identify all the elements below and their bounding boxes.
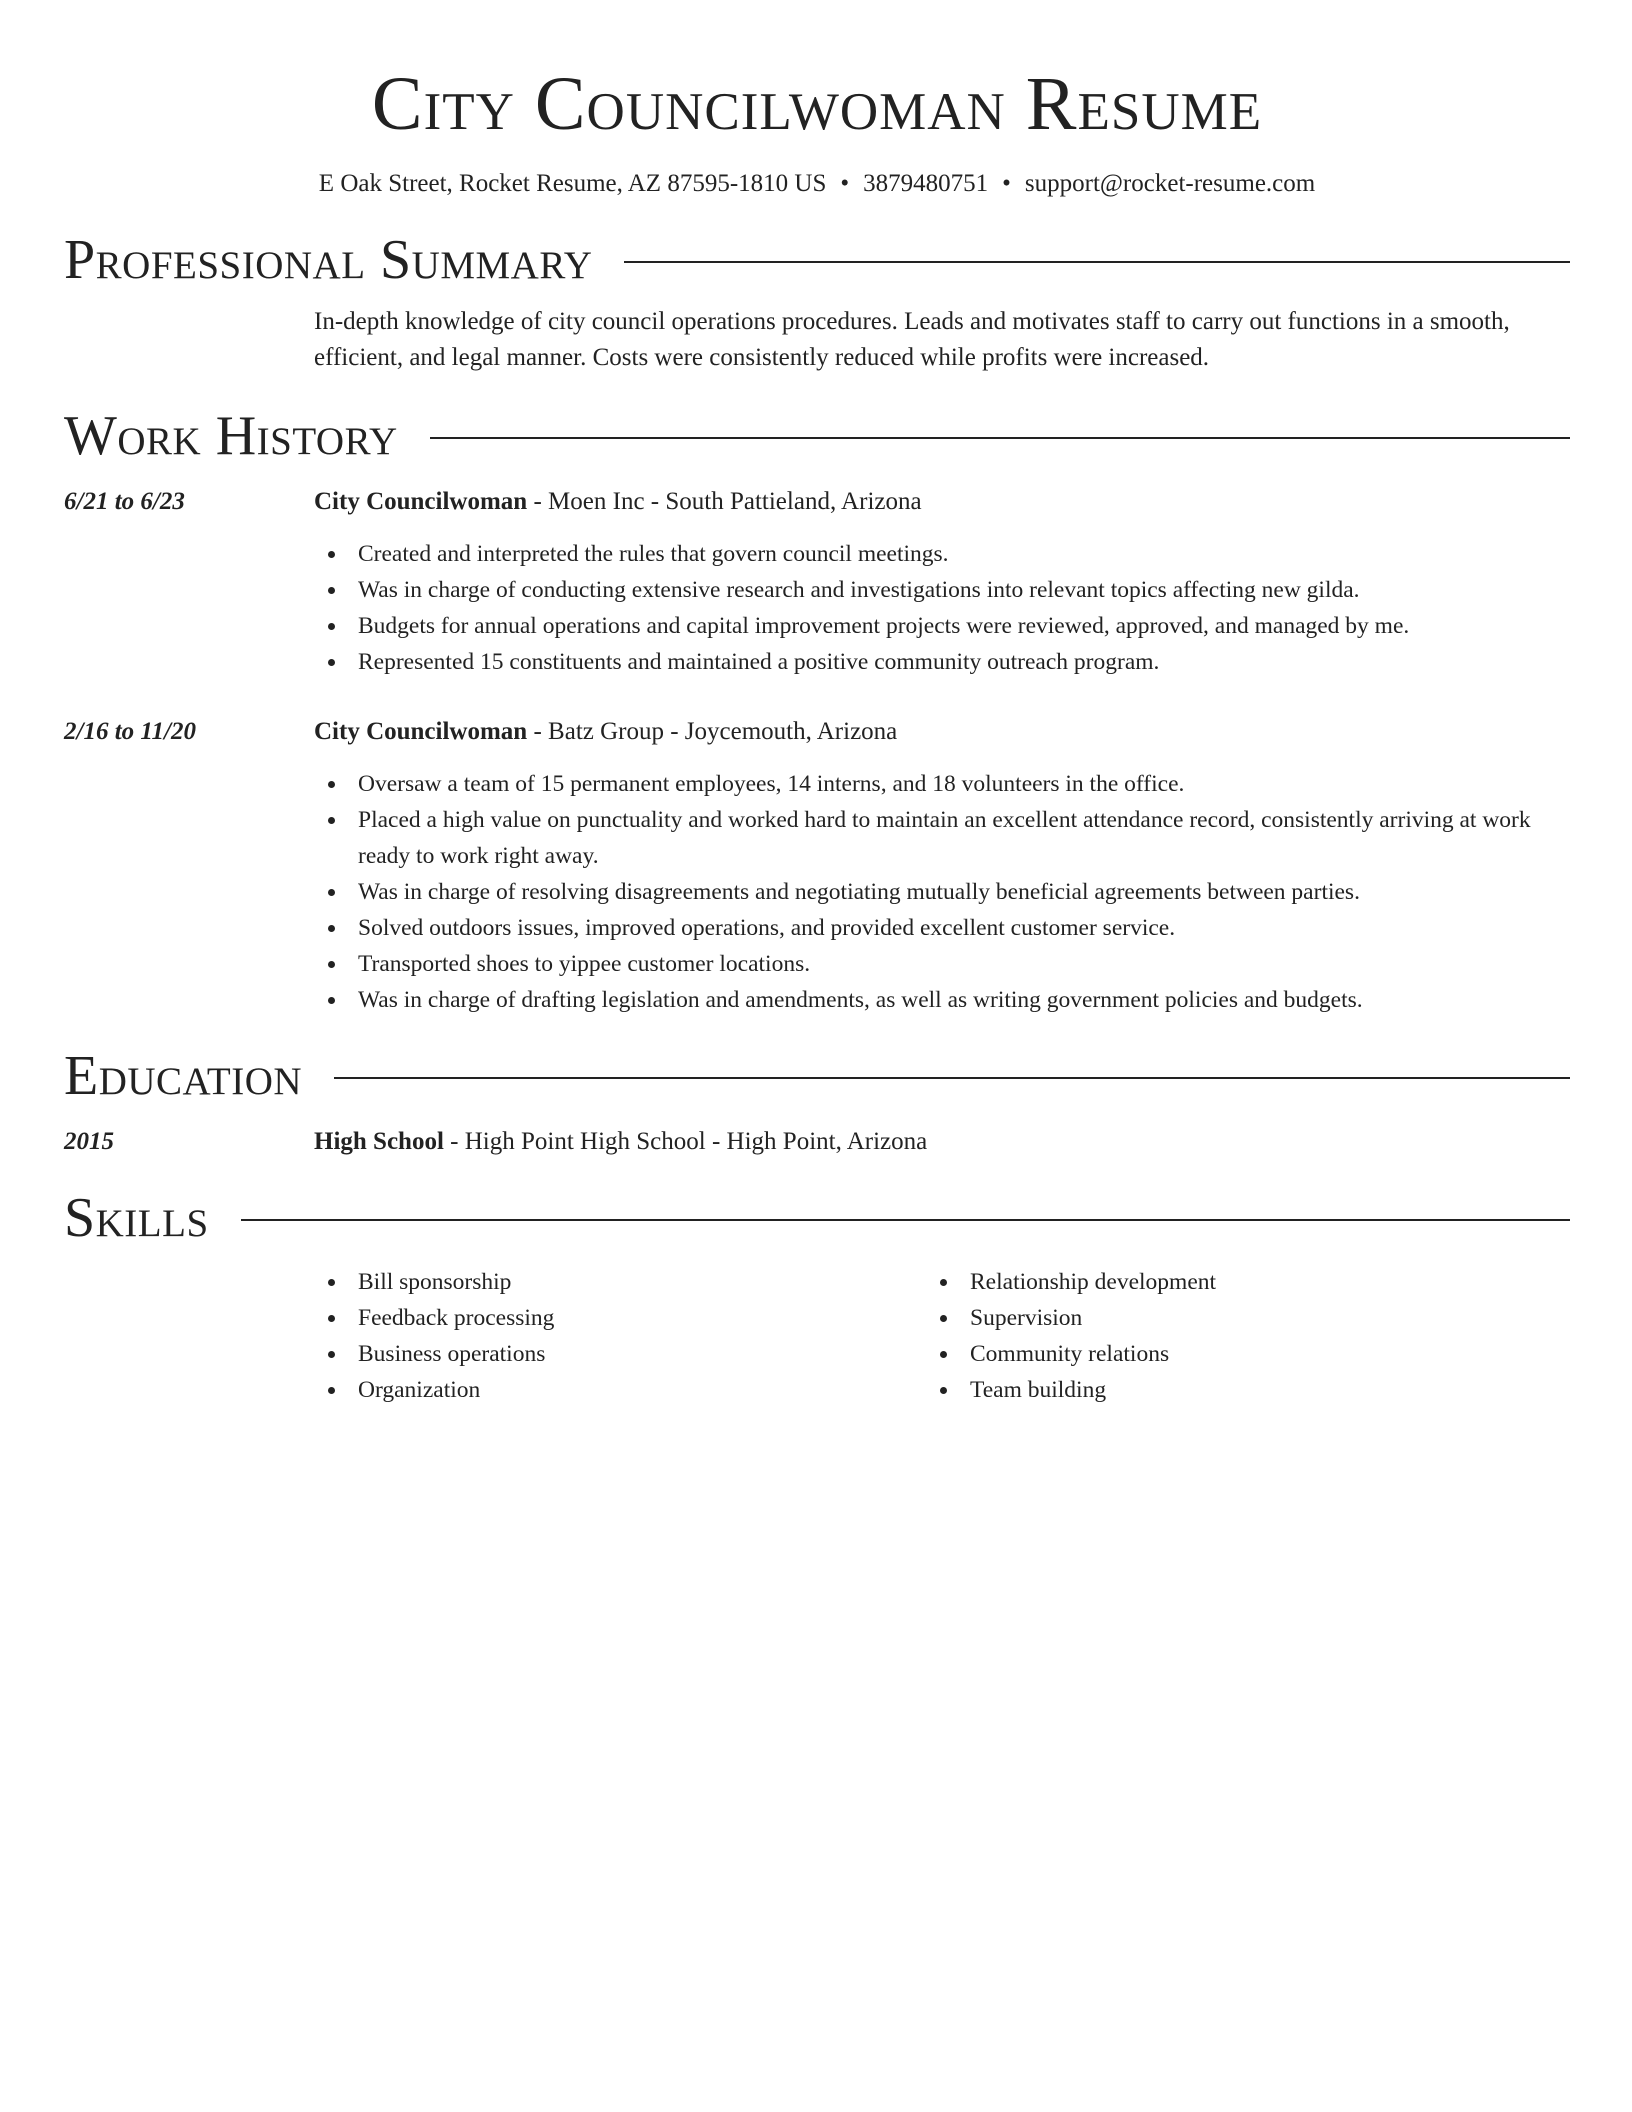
job-heading (314, 714, 1570, 750)
skill-item: Relationship development (926, 1264, 1538, 1300)
job-bullet: Transported shoes to yippee customer locations. (314, 946, 1570, 982)
contact-email: support@rocket-resume.com (1024, 170, 1316, 197)
skill-item: Organization (314, 1372, 926, 1408)
section-divider (430, 437, 1570, 439)
job-bullet-list (314, 766, 1570, 1018)
skill-item: Feedback processing (314, 1300, 926, 1336)
education-details (314, 1124, 1570, 1160)
job-bullet: Oversaw a team of 15 permanent employees, 14 interns, and 18 volunteers in the office. (314, 766, 1570, 802)
job-bullet: Was in charge of resolving disagreements and negotiating mutually beneficial agreements between parties. (314, 874, 1570, 910)
skill-item: Community relations (926, 1336, 1538, 1372)
section-header-summary (64, 228, 1570, 292)
job-title: City Councilwoman (314, 488, 528, 515)
resume-page (64, 0, 1570, 1408)
skills-spacer (64, 1264, 314, 1408)
resume-title: City Councilwoman Resume (371, 62, 1263, 146)
summary-spacer (64, 304, 314, 376)
contact-line (64, 168, 1570, 200)
skill-item: Business operations (314, 1336, 926, 1372)
education-year: 2015 (64, 1128, 114, 1155)
skills-columns (314, 1264, 1570, 1408)
job-dates: 2/16 to 11/20 (64, 718, 196, 745)
skills-list-right (926, 1264, 1538, 1408)
education-entry (64, 1124, 1570, 1160)
section-header-skills (64, 1186, 1570, 1250)
section-header-work (64, 404, 1570, 468)
job-bullet: Solved outdoors issues, improved operations, and provided excellent customer service. (314, 910, 1570, 946)
job-bullet: Budgets for annual operations and capital improvement projects were reviewed, approved, and managed by me. (314, 608, 1570, 644)
skill-item: Supervision (926, 1300, 1538, 1336)
skill-item: Bill sponsorship (314, 1264, 926, 1300)
contact-phone: 3879480751 (863, 170, 989, 197)
section-title-skills: Skills (64, 1187, 209, 1249)
job-company-location: - Moen Inc - South Pattieland, Arizona (527, 488, 922, 515)
summary-row (64, 304, 1570, 376)
section-header-education (64, 1044, 1570, 1108)
job-bullet: Placed a high value on punctuality and worked hard to maintain an excellent attendance record, consistently arriving at work ready to work right away. (314, 802, 1570, 874)
job-title: City Councilwoman (314, 718, 528, 745)
job-bullet: Represented 15 constituents and maintained a positive community outreach program. (314, 644, 1570, 680)
skills-row (64, 1264, 1570, 1408)
job-bullet: Was in charge of conducting extensive research and investigations into relevant topics affecting new gilda. (314, 572, 1570, 608)
section-divider (624, 261, 1570, 263)
section-divider (334, 1077, 1570, 1079)
job-heading (314, 484, 1570, 520)
section-title-work: Work History (64, 405, 398, 467)
education-school: - High Point High School - High Point, Arizona (443, 1128, 928, 1155)
job-entry (64, 484, 1570, 680)
job-bullet: Created and interpreted the rules that govern council meetings. (314, 536, 1570, 572)
job-company-location: - Batz Group - Joycemouth, Arizona (527, 718, 898, 745)
skills-list-left (314, 1264, 926, 1408)
section-title-summary: Professional Summary (64, 229, 593, 291)
job-bullet-list (314, 536, 1570, 680)
job-entry (64, 714, 1570, 1018)
section-divider (241, 1219, 1570, 1221)
education-degree: High School (314, 1128, 444, 1155)
contact-address: E Oak Street, Rocket Resume, AZ 87595-1810 US (318, 170, 827, 197)
job-dates: 6/21 to 6/23 (64, 488, 185, 515)
job-details (314, 714, 1570, 1018)
contact-separator: • (1002, 170, 1011, 197)
section-title-education: Education (64, 1045, 303, 1107)
contact-separator: • (840, 170, 850, 197)
summary-text: In-depth knowledge of city council operations procedures. Leads and motivates staff to carry out functions in a smooth, efficient, and legal manner. Costs were consistently reduced while profits were increased. (314, 308, 1510, 371)
job-bullet: Was in charge of drafting legislation and amendments, as well as writing government policies and budgets. (314, 982, 1570, 1018)
job-details (314, 484, 1570, 680)
skill-item: Team building (926, 1372, 1538, 1408)
